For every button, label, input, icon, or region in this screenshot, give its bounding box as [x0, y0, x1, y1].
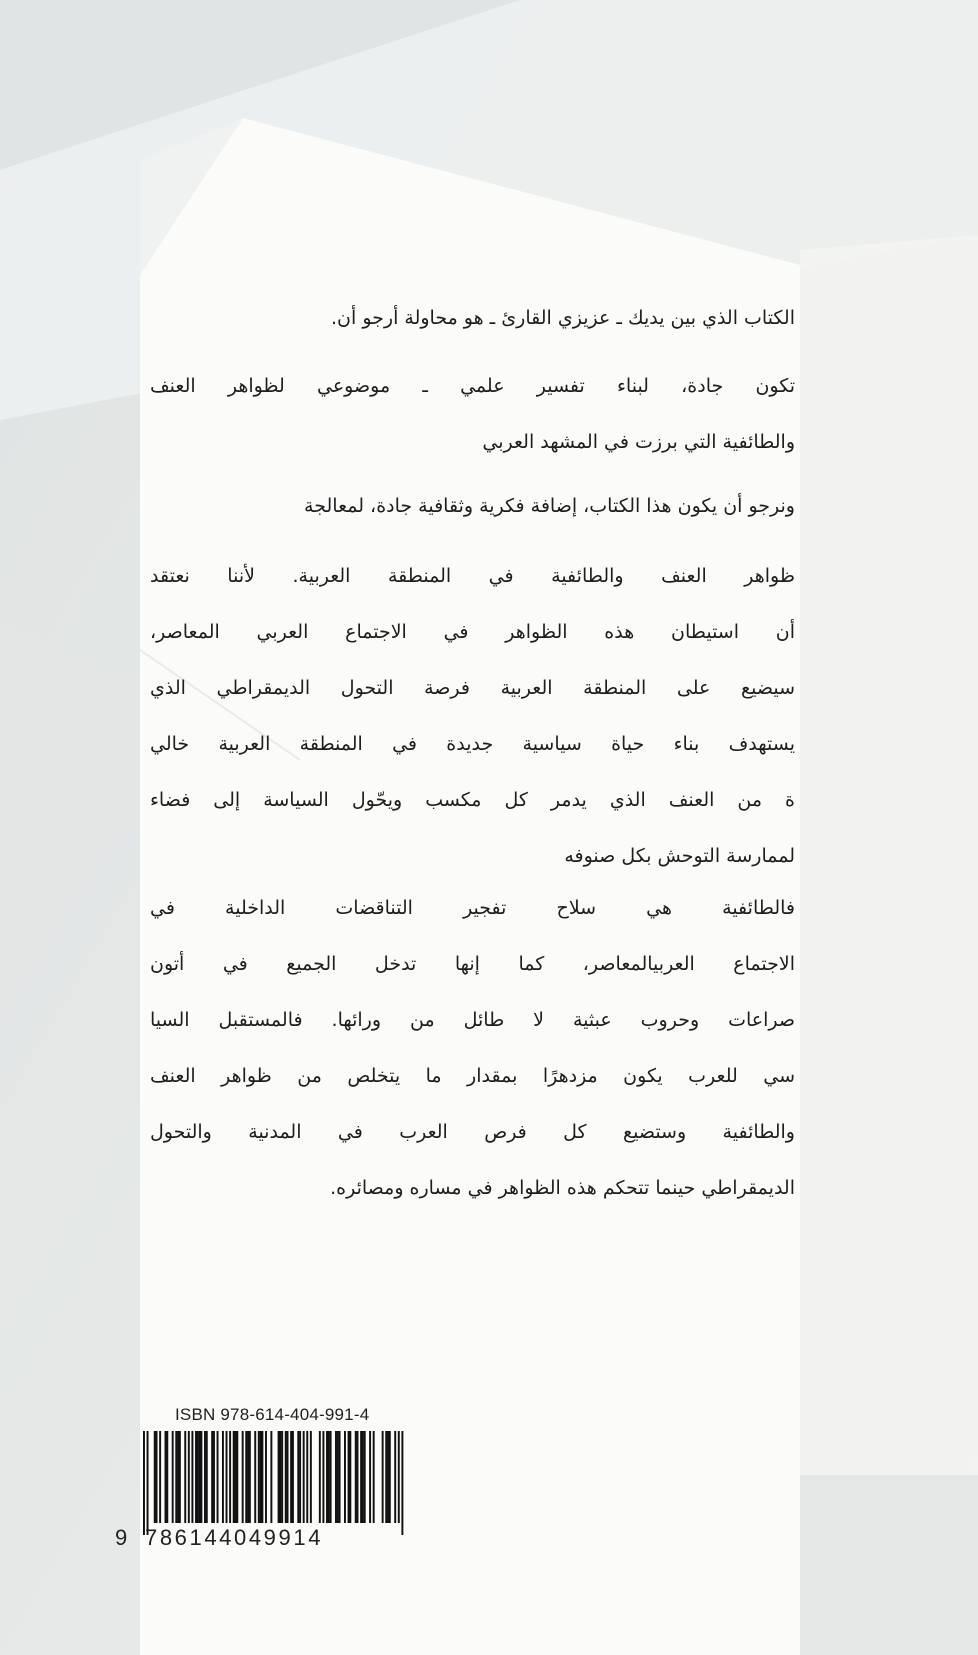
- barcode-bar: [369, 1431, 371, 1523]
- barcode-bar: [394, 1431, 396, 1523]
- blurb-line: ة من العنف الذي يدمر كل مكسب ويحّول السياسة إلى فضاء: [150, 789, 795, 811]
- blurb-line: يستهدف بناء حياة سياسية جديدة في المنطقة العربية خالي: [150, 733, 795, 755]
- barcode-bar: [297, 1431, 299, 1523]
- barcode-bar: [355, 1431, 357, 1523]
- barcode-bar: [245, 1431, 247, 1523]
- barcode-bar: [143, 1431, 145, 1535]
- barcode-bar: [197, 1431, 199, 1523]
- barcode-bar: [254, 1431, 256, 1523]
- barcode-bar: [279, 1431, 281, 1523]
- blurb-paragraph-2: [150, 358, 795, 470]
- barcode-bar: [242, 1431, 244, 1523]
- blurb-line: سي للعرب يكون مزدهرًا بمقدار ما يتخلص من ظواهر العنف: [150, 1065, 795, 1087]
- barcode-digits-rest: 786144049914: [145, 1525, 324, 1550]
- blurb-paragraph-3: [150, 478, 795, 534]
- barcode-bar: [217, 1431, 219, 1523]
- barcode-bar: [226, 1431, 228, 1523]
- blurb-paragraph-4: [150, 548, 795, 884]
- barcode-bar: [270, 1431, 272, 1523]
- blurb-line: والطائفية وستضيع كل فرص العرب في المدنية والتحول: [150, 1121, 795, 1143]
- barcode-bar: [278, 1431, 280, 1523]
- barcode-bar: [200, 1431, 202, 1523]
- barcode-bar: [199, 1431, 201, 1523]
- blurb-paragraph-1: [150, 290, 795, 346]
- barcode-bar: [249, 1431, 251, 1523]
- barcode-bar: [344, 1431, 346, 1523]
- barcode-bar: [337, 1431, 339, 1523]
- blurb-line: الاجتماع العربيالمعاصر، كما إنها تدخل الجميع في أتون: [150, 953, 795, 975]
- blurb-line: ظواهر العنف والطائفية في المنطقة العربية. لأننا نعتقد: [150, 565, 795, 587]
- barcode-bar: [177, 1431, 179, 1523]
- barcode-bar: [195, 1431, 197, 1523]
- isbn-label: ISBN 978-614-404-991-4: [175, 1405, 370, 1424]
- barcode-bar: [387, 1431, 389, 1523]
- barcode-bar: [233, 1431, 235, 1523]
- blurb-paragraph-5: [150, 880, 795, 1216]
- barcode-bar: [335, 1431, 337, 1523]
- barcode-bar: [184, 1431, 186, 1523]
- barcode-bar: [292, 1431, 294, 1523]
- barcode-bar: [211, 1431, 213, 1523]
- barcode-bar: [188, 1431, 190, 1523]
- barcode-bar: [213, 1431, 215, 1523]
- barcode-bar: [247, 1431, 249, 1523]
- blurb-line: صراعات وحروب عبثية لا طائل من ورائها. فالمستقبل السيا: [150, 1009, 795, 1031]
- barcode-bar: [357, 1431, 359, 1523]
- barcode-bar: [261, 1431, 263, 1523]
- barcode-bar: [154, 1431, 156, 1523]
- blurb-line: تكون جادة، لبناء تفسير علمي ـ موضوعي لظواهر العنف: [150, 375, 795, 397]
- barcode-bar: [260, 1431, 262, 1523]
- barcode-bar: [265, 1431, 267, 1523]
- barcode-bar: [362, 1431, 364, 1523]
- barcode-bar: [319, 1431, 321, 1523]
- blurb-line: الديمقراطي حينما تتحكم هذه الظواهر في مساره ومصائره.: [330, 1177, 795, 1199]
- barcode-bar: [373, 1431, 375, 1523]
- blurb-line: أن استيطان هذه الظواهر في الاجتماع العربي المعاصر،: [150, 621, 795, 643]
- barcode-bar: [348, 1431, 350, 1523]
- barcode-bar: [299, 1431, 301, 1523]
- barcode-bar: [281, 1431, 283, 1523]
- barcode-bar: [236, 1431, 238, 1523]
- blurb-line: الكتاب الذي بين يديك ـ عزيزي القارئ ـ هو محاولة أرجو أن.: [331, 307, 795, 329]
- barcode-bar: [385, 1431, 387, 1523]
- barcode-bar: [285, 1431, 287, 1523]
- blurb-line: سيضيع على المنطقة العربية فرصة التحول الديمقراطي الذي: [150, 677, 795, 699]
- barcode-bar: [306, 1431, 308, 1523]
- barcode-bar: [290, 1431, 292, 1523]
- barcode-bar: [364, 1431, 366, 1523]
- barcode-bar: [206, 1431, 208, 1523]
- barcode-bar: [310, 1431, 312, 1523]
- blurb-line: لممارسة التوحش بكل صنوفه: [564, 845, 795, 867]
- isbn-barcode: [115, 1405, 415, 1555]
- barcode-bar: [147, 1431, 149, 1535]
- barcode-bar: [287, 1431, 289, 1523]
- barcode-bar: [360, 1431, 362, 1523]
- barcode-bar: [401, 1431, 403, 1535]
- barcode-digit-first: 9: [115, 1525, 128, 1550]
- barcode-bar: [349, 1431, 351, 1523]
- barcode-bar: [398, 1431, 400, 1523]
- barcode-bar: [229, 1431, 231, 1523]
- barcode-bar: [322, 1431, 324, 1523]
- barcode-bar: [159, 1431, 161, 1523]
- barcode-bar: [235, 1431, 237, 1523]
- barcode-bar: [165, 1431, 167, 1523]
- barcode-bar: [382, 1431, 384, 1523]
- blurb-line: والطائفية التي برزت في المشهد العربي: [482, 431, 795, 453]
- blurb-line: ونرجو أن يكون هذا الكتاب، إضافة فكرية وثقافية جادة، لمعالجة: [304, 495, 795, 517]
- barcode-bar: [156, 1431, 158, 1523]
- barcode-bar: [258, 1431, 260, 1523]
- barcode-bar: [191, 1431, 193, 1523]
- barcode-bar: [389, 1431, 391, 1523]
- barcode-bar: [204, 1431, 206, 1523]
- blurb-line: فالطائفية هي سلاح تفجير التناقضات الداخلية في: [150, 897, 795, 919]
- barcode-bar: [328, 1431, 330, 1523]
- barcode-bar: [172, 1431, 174, 1523]
- barcode-bar: [339, 1431, 341, 1523]
- barcode-bar: [222, 1431, 224, 1523]
- barcode-bar: [303, 1431, 305, 1523]
- barcode-bar: [179, 1431, 181, 1523]
- barcode-bar: [326, 1431, 328, 1523]
- barcode-bar: [166, 1431, 168, 1523]
- barcode-bar: [175, 1431, 177, 1523]
- barcode-bar: [330, 1431, 332, 1523]
